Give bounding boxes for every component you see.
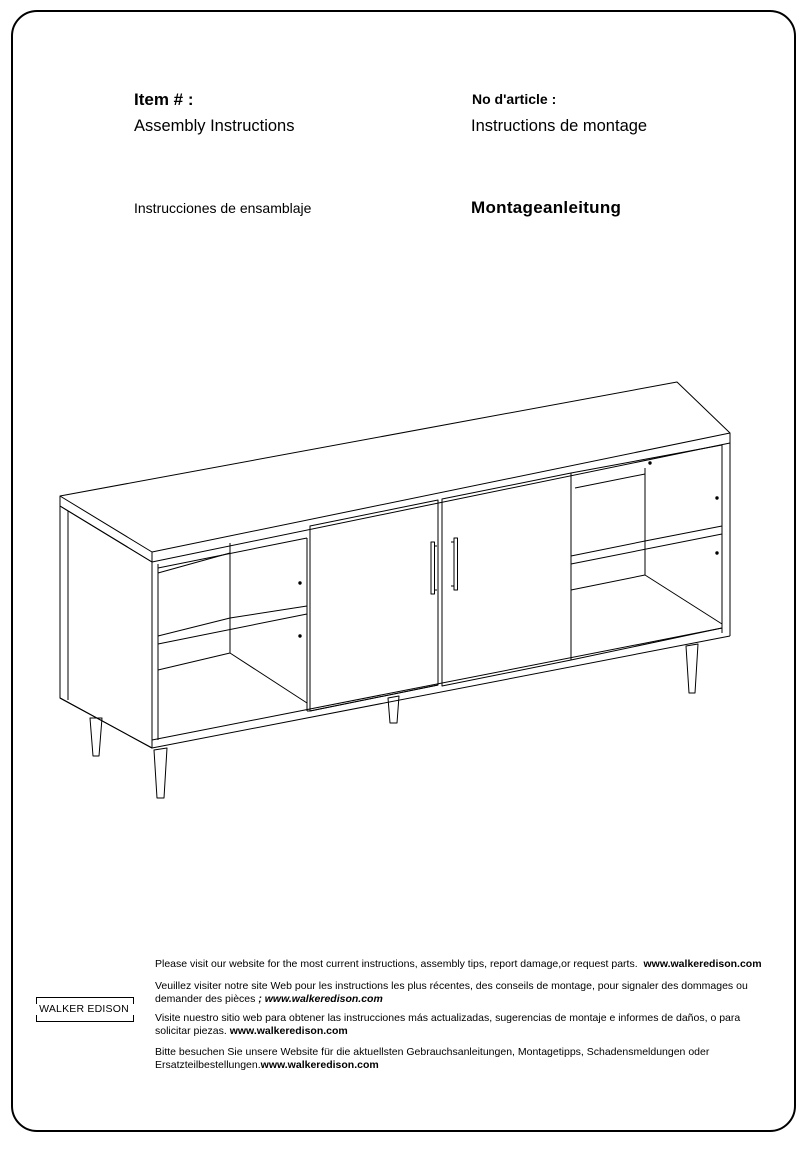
item-number-label: Item # :	[134, 90, 194, 109]
footer-de-text: Bitte besuchen Sie unsere Website für die aktuellsten Gebrauchsanleitungen, Montagetipps, Schadensmeldungen oder Ersatzteilbestellungen.	[155, 1046, 710, 1071]
assembly-instructions-title: Assembly Instructions	[134, 117, 295, 135]
website-link-en[interactable]: www.walkeredison.com	[643, 958, 762, 970]
walker-edison-logo	[32, 997, 136, 1021]
assembly-instructions-title-es: Instrucciones de ensamblaje	[134, 200, 312, 216]
brand-name: WALKER EDISON	[39, 1003, 129, 1015]
item-number-label-fr: No d'article :	[472, 91, 557, 107]
footer-fr-text: Veuillez visiter notre site Web pour les instructions les plus récentes, des conseils de montage, pour signaler des dommages ou demander des pièces	[155, 980, 748, 1005]
footer-text-es	[155, 1012, 775, 1038]
website-link-es[interactable]: www.walkeredison.com	[229, 1025, 348, 1037]
website-link-de[interactable]: www.walkeredison.com	[260, 1059, 379, 1071]
footer-es-text: Visite nuestro sitio web para obtener las instrucciones más actualizadas, sugerencias de montaje e informes de daños, o para solicitar piezas.	[155, 1012, 741, 1037]
footer-text-fr	[155, 980, 775, 1006]
sideboard-illustration	[50, 378, 750, 808]
footer-text-en	[155, 958, 775, 971]
footer-en-text: Please visit our website for the most current instructions, assembly tips, report damage,or request parts.	[155, 958, 638, 970]
assembly-instructions-title-de: Montageanleitung	[471, 198, 622, 217]
assembly-instructions-title-fr: Instructions de montage	[471, 117, 648, 135]
footer-text-de	[155, 1046, 775, 1072]
website-link-fr[interactable]: ; www.walkeredison.com	[258, 993, 383, 1005]
